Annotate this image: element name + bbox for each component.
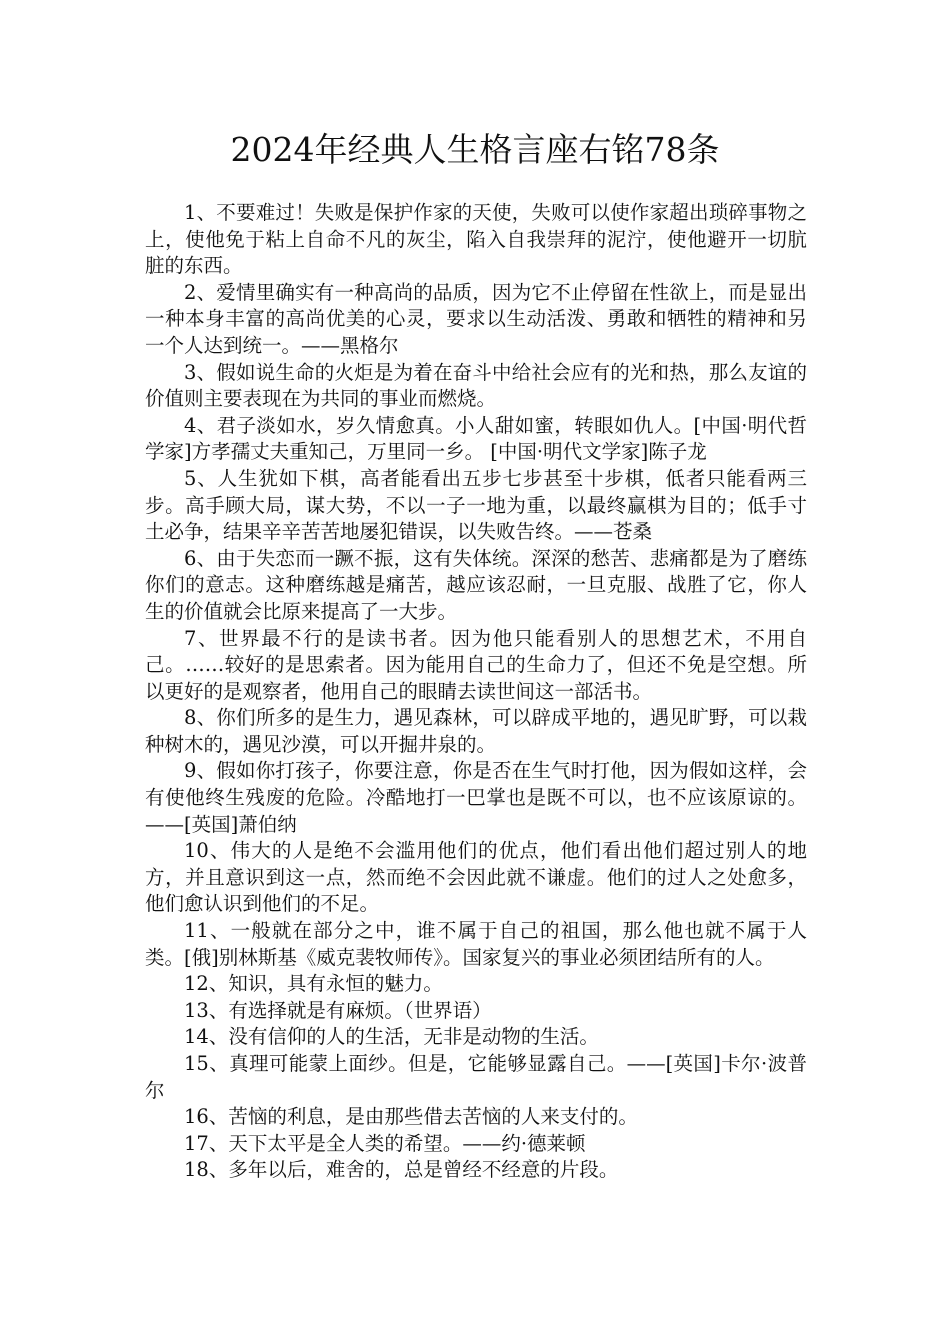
quote-paragraph-11: 11、一般就在部分之中，谁不属于自己的祖国，那么他也就不属于人类。[俄]别林斯基《威克裴牧师传》。国家复兴的事业必须团结所有的人。 — [145, 919, 807, 969]
quote-paragraph-15: 15、真理可能蒙上面纱。但是，它能够显露自己。——[英国]卡尔·波普尔 — [145, 1052, 807, 1102]
quote-paragraph-5: 5、人生犹如下棋，高者能看出五步七步甚至十步棋，低者只能看两三步。高手顾大局，谋大势，不以一子一地为重，以最终赢棋为目的；低手寸土必争，结果辛辛苦苦地屡犯错误，以失败告终。——苍桑 — [145, 466, 807, 544]
quote-paragraph-12: 12、知识，具有永恒的魅力。 — [184, 972, 443, 996]
quote-paragraph-7: 7、世界最不行的是读书者。因为他只能看别人的思想艺术，不用自己。……较好的是思索者。因为能用自己的生命力了，但还不免是空想。所以更好的是观察者，他用自己的眼睛去读世间这一部活书。 — [145, 626, 807, 703]
quote-paragraph-18: 18、多年以后，难舍的，总是曾经不经意的片段。 — [184, 1158, 619, 1182]
quote-paragraph-4: 4、君子淡如水，岁久情愈真。小人甜如蜜，转眼如仇人。[中国·明代哲学家]方孝孺丈夫重知己，万里同一乡。 [中国·明代文学家]陈子龙 — [145, 413, 807, 464]
quote-paragraph-10: 10、伟大的人是绝不会滥用他们的优点，他们看出他们超过别人的地方，并且意识到这一点，然而绝不会因此就不谦虚。他们的过人之处愈多，他们愈认识到他们的不足。 — [145, 839, 807, 916]
quote-paragraph-17: 17、天下太平是全人类的希望。——约·德莱顿 — [184, 1131, 586, 1155]
quote-paragraph-13: 13、有选择就是有麻烦。（世界语） — [184, 998, 492, 1022]
quote-paragraph-1: 1、不要难过！失败是保护作家的天使，失败可以使作家超出琐碎事物之上，使他免于粘上自命不凡的灰尘，陷入自我崇拜的泥泞，使他避开一切肮脏的东西。 — [145, 201, 807, 278]
quote-paragraph-9: 9、假如你打孩子，你要注意，你是否在生气时打他，因为假如这样，会有使他终生残废的危险。冷酷地打一巴掌也是既不可以，也不应该原谅的。——[英国]萧伯纳 — [145, 759, 807, 836]
quote-paragraph-14: 14、没有信仰的人的生活，无非是动物的生活。 — [184, 1025, 599, 1049]
quote-paragraph-6: 6、由于失恋而一蹶不振，这有失体统。深深的愁苦、悲痛都是为了磨练你们的意志。这种磨练越是痛苦，越应该忍耐，一旦克服、战胜了它，你人生的价值就会比原来提高了一大步。 — [145, 546, 807, 623]
document-title: 2024年经典人生格言座右铭78条 — [230, 130, 720, 169]
quote-paragraph-2: 2、爱情里确实有一种高尚的品质，因为它不止停留在性欲上，而是显出一种本身丰富的高尚优美的心灵，要求以生动活泼、勇敢和牺牲的精神和另一个人达到统一。——黑格尔 — [145, 280, 807, 357]
quote-paragraph-3: 3、假如说生命的火炬是为着在奋斗中给社会应有的光和热，那么友谊的价值则主要表现在为共同的事业而燃烧。 — [145, 360, 807, 411]
document-body — [145, 200, 807, 1184]
quote-paragraph-8: 8、你们所多的是生力，遇见森林，可以辟成平地的，遇见旷野，可以栽种树木的，遇见沙漠，可以开掘井泉的。 — [145, 706, 807, 756]
quote-paragraph-16: 16、苦恼的利息，是由那些借去苦恼的人来支付的。 — [184, 1105, 638, 1129]
